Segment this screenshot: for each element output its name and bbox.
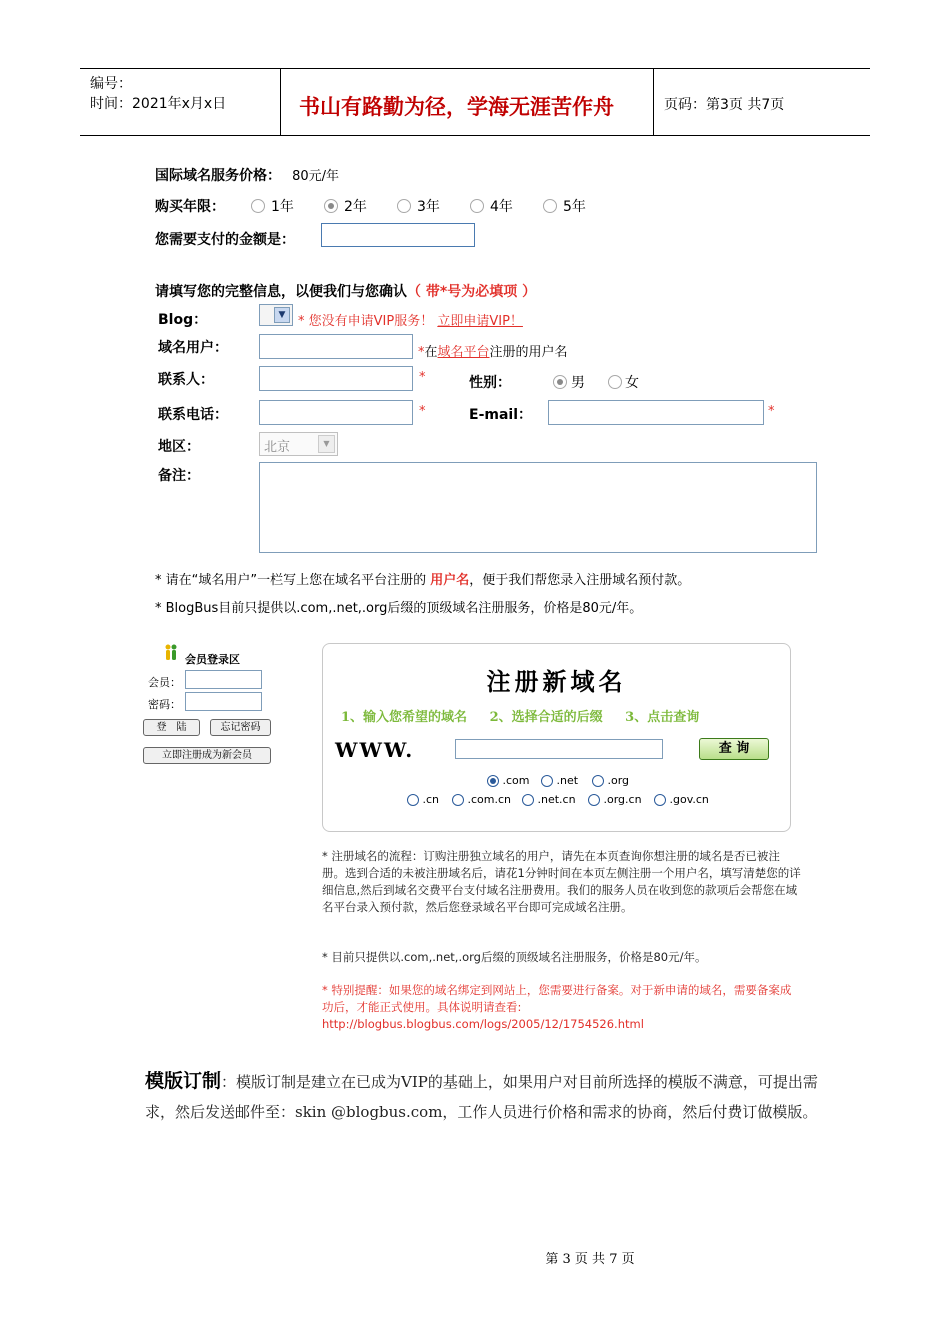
domain-platform-link[interactable]: 域名平台	[437, 345, 490, 360]
template-heading: 模版订制	[145, 1070, 222, 1092]
step-2: 2、选择合适的后缀	[489, 710, 603, 725]
remark-label: 备注：	[158, 468, 200, 484]
radio-icon[interactable]	[608, 375, 622, 389]
member-label: 会员：	[148, 676, 181, 689]
radio-icon[interactable]	[541, 775, 553, 787]
radio-selected-icon[interactable]	[324, 199, 338, 213]
gender-male[interactable]: 男	[553, 372, 585, 392]
reminder-link[interactable]: http://blogbus.blogbus.com/logs/2005/12/1754526.html	[322, 1017, 644, 1031]
radio-icon[interactable]	[588, 794, 600, 806]
suffix-net-cn[interactable]: .net.cn	[522, 793, 576, 806]
price-row	[155, 165, 339, 185]
suffix-net[interactable]: .net	[541, 774, 578, 787]
template-text: 模版订制是建立在已成为VIP的基础上，如果用户对目前所选择的模版不满意，可提出需求，然后发送邮件至：skin @blogbus.com，工作人员进行价格和需求的协商，然后付费订做模版。	[145, 1073, 818, 1121]
region-select[interactable]	[259, 432, 338, 456]
phone-label: 联系电话：	[158, 407, 228, 423]
forgot-password-button[interactable]: 忘记密码	[210, 719, 271, 736]
radio-icon[interactable]	[470, 199, 484, 213]
query-button[interactable]: 查 询	[699, 738, 769, 760]
suffix-com-cn[interactable]: .com.cn	[452, 793, 511, 806]
login-button[interactable]: 登 陆	[143, 719, 200, 736]
member-area-title: 会员登录区	[185, 653, 240, 666]
suffix-com[interactable]: .com	[487, 774, 530, 787]
doc-time: 时间：2021年x月x日	[90, 96, 227, 112]
chevron-down-icon[interactable]: ▼	[318, 435, 335, 453]
required-note: （ 带*号为必填项 ）	[407, 284, 537, 300]
domain-user-hint: *在域名平台注册的用户名	[418, 345, 568, 360]
info-header-text: 请填写您的完整信息，以便我们与您确认	[155, 284, 407, 300]
email-input[interactable]	[548, 400, 764, 425]
radio-icon[interactable]	[407, 794, 419, 806]
amount-label: 您需要支付的金额是：	[155, 232, 295, 248]
blog-label: Blog：	[158, 312, 208, 328]
suffix-org[interactable]: .org	[592, 774, 629, 787]
password-input[interactable]	[185, 692, 262, 711]
domain-input[interactable]	[455, 739, 663, 759]
note-suffix-service: * BlogBus目前只提供以.com,.net,.org后缀的顶级域名注册服务，价格是80元/年。	[155, 601, 643, 616]
radio-icon[interactable]	[397, 199, 411, 213]
apply-vip-link[interactable]: 立即申请VIP！	[437, 314, 523, 329]
vip-notice	[298, 310, 523, 329]
contact-label: 联系人：	[158, 372, 214, 388]
radio-icon[interactable]	[251, 199, 265, 213]
domain-search-steps	[341, 706, 699, 725]
region-label: 地区：	[158, 439, 200, 455]
gender-female[interactable]: 女	[608, 372, 639, 392]
radio-icon[interactable]	[654, 794, 666, 806]
phone-input[interactable]	[259, 400, 413, 425]
header-motto: 书山有路勤为径，学海无涯苦作舟	[299, 94, 614, 119]
radio-icon[interactable]	[452, 794, 464, 806]
password-label: 密码：	[148, 698, 181, 711]
radio-selected-icon[interactable]	[487, 775, 499, 787]
suffix-gov-cn[interactable]: .gov.cn	[654, 793, 709, 806]
domain-user-label: 域名用户：	[158, 340, 228, 356]
radio-icon[interactable]	[592, 775, 604, 787]
remark-textarea[interactable]	[259, 462, 817, 553]
year-option-2[interactable]: 2年	[324, 196, 367, 216]
email-label: E-mail：	[469, 407, 533, 423]
info-header	[155, 281, 536, 301]
member-input[interactable]	[185, 670, 262, 689]
gender-label: 性别：	[469, 375, 511, 391]
year-option-5[interactable]: 5年	[543, 196, 586, 216]
suffix-cn[interactable]: .cn	[407, 793, 439, 806]
suffix-note: * 目前只提供以.com,.net,.org后缀的顶级域名注册服务，价格是80元/年。	[322, 950, 707, 964]
page-header	[80, 68, 870, 136]
register-button[interactable]: 立即注册成为新会员	[143, 747, 271, 764]
blog-select[interactable]	[259, 304, 293, 326]
price-label: 国际域名服务价格：	[155, 168, 281, 184]
step-1: 1、输入您希望的域名	[341, 710, 468, 725]
year-option-4[interactable]: 4年	[470, 196, 513, 216]
chevron-down-icon[interactable]: ▼	[274, 307, 290, 323]
domain-search-title: 注册新域名	[486, 667, 627, 696]
header-motto-cell	[281, 69, 654, 135]
radio-icon[interactable]	[543, 199, 557, 213]
price-value: 80元/年	[292, 169, 340, 184]
header-page-info: 页码：第3页 共7页	[664, 97, 785, 113]
region-value: 北京	[264, 440, 291, 455]
suffix-org-cn[interactable]: .org.cn	[588, 793, 642, 806]
vip-notice-text: * 您没有申请VIP服务！	[298, 314, 434, 329]
step-3: 3、点击查询	[625, 710, 700, 725]
amount-field[interactable]	[321, 223, 475, 247]
years-label: 购买年限：	[155, 199, 225, 215]
radio-selected-icon[interactable]	[553, 375, 567, 389]
header-meta	[80, 69, 281, 135]
domain-search-panel	[322, 643, 791, 832]
radio-icon[interactable]	[522, 794, 534, 806]
doc-code: 编号：	[90, 76, 132, 92]
special-reminder: * 特别提醒：如果您的域名绑定到网站上，您需要进行备案。对于新申请的域名，需要备案成功后，才能正式使用。具体说明请查看: http://blogbus.blogbus.com/logs/2005/12/1754526.html	[322, 983, 792, 1031]
required-star: *	[768, 404, 775, 419]
required-star: *	[419, 404, 426, 419]
process-note: * 注册域名的流程：订购注册独立域名的用户，请先在本页查询你想注册的域名是否已被注册。选到合适的未被注册域名后，请花1分钟时间在本页左侧注册一个用户名，填写清楚您的详细信息,然后到域名交费平台支付域名注册费用。我们的服务人员在收到您的款项后会帮您在域名平台录入预付款，然后您登录域名平台即可完成域名注册。	[322, 849, 801, 914]
www-prefix: WWW.	[335, 738, 415, 762]
contact-input[interactable]	[259, 366, 413, 391]
required-star: *	[418, 345, 425, 360]
members-icon	[163, 644, 179, 662]
note-username: * 请在“域名用户”一栏写上您在域名平台注册的 用户名，便于我们帮您录入注册域名预付款。	[155, 573, 691, 588]
year-option-1[interactable]: 1年	[251, 196, 294, 216]
year-option-3[interactable]: 3年	[397, 196, 440, 216]
template-paragraph: 模版订制：模版订制是建立在已成为VIP的基础上，如果用户对目前所选择的模版不满意，可提出需求，然后发送邮件至：skin @blogbus.com，工作人员进行价格和需求的协商，然后付费订做模版。	[145, 1070, 818, 1121]
required-star: *	[419, 370, 426, 385]
username-highlight: 用户名	[430, 573, 470, 588]
page-footer: 第 3 页 共 7 页	[545, 1252, 635, 1267]
domain-user-input[interactable]	[259, 334, 413, 359]
